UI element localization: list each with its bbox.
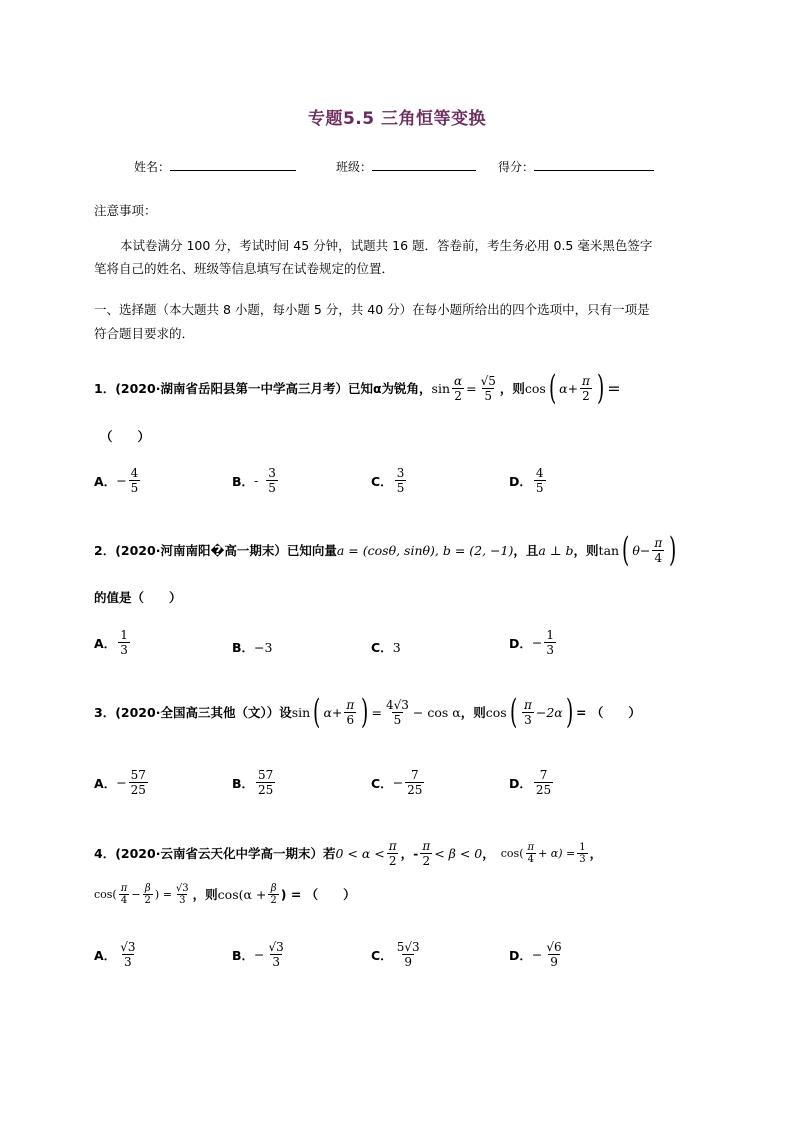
- q1-two: 2: [454, 388, 462, 403]
- q3-rparen2: ): [565, 692, 574, 732]
- q1-option-a-frac: [129, 466, 141, 495]
- q2-option-b[interactable]: [232, 638, 272, 656]
- q3-lparen: (: [313, 692, 321, 732]
- q1-five: 5: [484, 388, 493, 403]
- q1-eq1: =: [466, 380, 477, 396]
- q1-sqrt5: √5: [480, 373, 496, 388]
- q4-option-b-sign: −: [254, 947, 265, 962]
- section-line-1: 一、选择题（本大题共 8 小题，每小题 5 分，共 40 分）在每小题所给出的四个选项中，只有一项是: [94, 302, 650, 317]
- q4-option-c-frac: [395, 940, 422, 969]
- q2-suffix: 的值是（ ）: [94, 590, 182, 605]
- q1-option-c-den: 5: [396, 481, 405, 495]
- q4-l2-sqrt3: √3: [175, 882, 189, 894]
- q3-option-c-num: 7: [410, 768, 419, 782]
- q4-option-c-den: 9: [404, 955, 412, 969]
- q3-option-b-den: 25: [258, 783, 274, 797]
- q3-option-b-letter: B．: [232, 775, 255, 791]
- q2-option-a[interactable]: [94, 628, 132, 657]
- q1-option-a-letter: A．: [94, 473, 117, 489]
- q1-sin: sin: [431, 380, 451, 396]
- q2-theta: θ−: [632, 542, 651, 558]
- q3-option-a-letter: A．: [94, 775, 117, 791]
- q4-l2-pi4: π: [120, 882, 128, 894]
- q3-option-c-frac: [405, 768, 424, 797]
- q4-l2-two-b: 2: [270, 894, 277, 906]
- q4-l2-frac-pi4: [119, 883, 130, 906]
- q2-four: 4: [654, 550, 663, 565]
- q4-l2-close: ) =: [154, 887, 172, 901]
- q4-pi: π: [388, 838, 397, 853]
- q2-pi: π: [654, 535, 663, 550]
- q4-one: 1: [579, 841, 586, 853]
- q3-three: 3: [524, 712, 532, 727]
- q3-frac-4sqrt3: [384, 698, 411, 727]
- q3-option-c-sign: −: [392, 775, 404, 790]
- notes-heading: 注意事项：: [94, 203, 157, 218]
- q2-and: ，且: [513, 543, 539, 558]
- q3-option-c[interactable]: [371, 768, 426, 797]
- class-blank: [372, 158, 476, 171]
- class-field: [336, 158, 476, 175]
- q4-l2-three: 3: [179, 894, 186, 906]
- q2-lparen: (: [622, 530, 630, 570]
- q4-l2-frac-sqrt3: [174, 883, 191, 906]
- q1-option-d-letter: D．: [509, 473, 532, 489]
- q2-prefix: 2．(2020·河南南阳�高一期末）已知向量: [94, 543, 337, 558]
- q2-then: ，则: [573, 543, 599, 558]
- q4-option-b-den: 3: [272, 955, 280, 969]
- q1-option-b-letter: B．: [232, 473, 255, 489]
- q3-num: 4√3: [386, 697, 409, 712]
- q4-option-d[interactable]: [509, 940, 566, 969]
- q2-option-c[interactable]: [371, 638, 401, 656]
- q4-option-a-frac: [118, 940, 137, 969]
- q3-minus-cos: − cos α: [412, 704, 461, 720]
- q1-option-a-den: 5: [130, 481, 139, 495]
- q4-l2-two: 2: [144, 894, 151, 906]
- q4-cond2: < β < 0: [434, 845, 483, 861]
- q4-option-b[interactable]: [232, 940, 288, 969]
- q3-alpha: α+: [323, 704, 343, 720]
- q4-cos1: cos(: [500, 846, 524, 860]
- q4-comma: ，-: [400, 846, 419, 861]
- q2-option-d-sign: −: [531, 635, 543, 650]
- q2-option-b-value: −3: [254, 640, 273, 655]
- q4-option-a-den: 3: [124, 955, 132, 969]
- q3-eq: =: [371, 704, 382, 720]
- q3-minus2a: −2α: [535, 704, 563, 720]
- notes-line-1: 本试卷满分 100 分，考试时间 45 分钟，试题共 16 题．答卷前，考生务必用 0.5 毫米黑色签字: [120, 238, 653, 253]
- q2-option-d-num: 1: [546, 628, 555, 642]
- q4-option-b-frac: [267, 940, 286, 969]
- page-title: 专题5.5 三角恒等变换: [307, 109, 487, 129]
- q4-option-d-den: 9: [550, 955, 558, 969]
- q2-option-d[interactable]: [509, 628, 558, 657]
- q1-answer-paren: （ ）: [100, 429, 151, 444]
- score-field: [498, 158, 654, 175]
- q4-plus-a: + α) =: [538, 846, 576, 860]
- q3-pi2: π: [523, 697, 532, 712]
- q2-rparen: ): [669, 530, 677, 570]
- q1-option-b-den: 5: [268, 481, 276, 495]
- q3-den: 5: [393, 712, 402, 727]
- q3-prefix: 3．(2020·全国高三其他（文））设: [94, 705, 292, 720]
- q4-l2-minus: −: [131, 887, 141, 901]
- q3-option-a-num: 57: [130, 768, 146, 782]
- q1-frac-sqrt5: [479, 374, 498, 403]
- q1-cos: cos: [524, 380, 546, 396]
- q1-option-d-num: 4: [535, 466, 544, 480]
- q1-alpha-plus: α+: [559, 380, 579, 396]
- name-field: [134, 158, 296, 175]
- q3-option-b-num: 57: [258, 768, 274, 782]
- q4-l2-ask-close: ) = （ ）: [280, 887, 356, 902]
- q4-two: 2: [388, 853, 397, 868]
- q2-option-c-value: 3: [392, 640, 401, 655]
- q4-option-c-num: 5√3: [396, 940, 420, 954]
- q2-tan: tan: [598, 542, 620, 558]
- q4-option-a-letter: A．: [94, 947, 117, 963]
- q2-option-c-letter: C．: [371, 640, 393, 655]
- q3-eq2: = （ ）: [576, 705, 641, 720]
- q3-option-a-frac: [129, 768, 148, 797]
- q4-l2-beta: β: [144, 882, 151, 894]
- q3-option-a-den: 25: [130, 783, 146, 797]
- q2-option-d-frac: [544, 628, 556, 657]
- q3-option-c-letter: C．: [371, 775, 393, 791]
- class-label: 班级：: [336, 160, 373, 174]
- q3-option-d-den: 25: [535, 783, 552, 797]
- q1-option-d[interactable]: [509, 466, 548, 495]
- q1-frac-pi2: [580, 374, 592, 403]
- q1-two2: 2: [582, 388, 590, 403]
- q4-prefix: 4．(2020·云南省云天化中学高一期末）若: [94, 846, 336, 861]
- q3-sin: sin: [291, 704, 311, 720]
- q4-option-d-sign: −: [531, 947, 543, 962]
- q1-option-c-letter: C．: [371, 473, 393, 489]
- score-blank: [534, 158, 654, 171]
- q1-alpha: α: [454, 373, 463, 388]
- q4-option-d-num: √6: [546, 940, 562, 954]
- q1-option-c-num: 3: [396, 466, 405, 480]
- q3-option-d[interactable]: [509, 768, 555, 797]
- q4-l2-frac-beta2b: [268, 883, 278, 906]
- q2-perp: a ⊥ b: [538, 542, 574, 558]
- name-label: 姓名：: [134, 160, 171, 174]
- q1-then: ，则: [499, 381, 525, 396]
- q1-option-d-den: 5: [535, 481, 544, 495]
- question-4: [94, 834, 602, 872]
- q3-option-d-letter: D．: [509, 775, 532, 791]
- q4-option-a-num: √3: [120, 940, 136, 954]
- q4-l2-frac-beta2: [143, 883, 153, 906]
- q4-l2-beta-b: β: [270, 882, 277, 894]
- q3-lparen2: (: [509, 692, 517, 732]
- score-label: 得分：: [498, 160, 535, 174]
- q4-pi-b: π: [422, 838, 431, 853]
- question-2: [94, 528, 680, 572]
- q2-option-a-num: 1: [120, 628, 128, 642]
- name-blank: [170, 158, 296, 171]
- q4-option-b-letter: B．: [232, 947, 255, 963]
- q4-frac-1-3: [577, 842, 587, 865]
- q1-option-c-frac: [395, 466, 407, 495]
- q2-frac-pi4: [652, 536, 664, 565]
- section-line-2: 符合题目要求的．: [94, 326, 195, 341]
- q4-option-c[interactable]: [371, 940, 424, 969]
- q4-four: 4: [527, 853, 534, 865]
- q2-option-a-letter: A．: [94, 635, 117, 651]
- q1-option-b-num: 3: [268, 466, 276, 480]
- q1-option-b-frac: [266, 466, 278, 495]
- q1-option-d-frac: [534, 466, 546, 495]
- q4-l2-then: ，则: [192, 887, 218, 902]
- question-1: [94, 366, 621, 410]
- q4-frac-pi2: [387, 839, 399, 868]
- q4-option-c-letter: C．: [371, 947, 393, 963]
- q3-six: 6: [346, 712, 355, 727]
- q4-three: 3: [579, 853, 586, 865]
- q3-option-b-frac: [256, 768, 275, 797]
- question-3: [94, 690, 641, 734]
- q4-comma3: ，: [589, 846, 603, 861]
- q2-option-a-frac: [118, 628, 130, 657]
- q3-option-b[interactable]: [232, 768, 277, 797]
- q4-option-d-letter: D．: [509, 947, 532, 963]
- q3-pi: π: [346, 697, 355, 712]
- notes-line-2: 笔将自己的姓名、班级等信息填写在试卷规定的位置．: [94, 261, 395, 276]
- q1-option-b-sign: -: [254, 473, 259, 488]
- q1-option-a-num: 4: [130, 466, 139, 480]
- q4-option-d-frac: [544, 940, 563, 969]
- q4-l2-ask: cos(α +: [217, 886, 267, 902]
- q3-then: ，则: [460, 705, 486, 720]
- q1-option-a[interactable]: [94, 466, 142, 495]
- q1-rparen: ): [596, 368, 605, 408]
- q2-option-d-letter: D．: [509, 635, 532, 651]
- q4-frac-pi2b: [420, 839, 432, 868]
- q3-option-c-den: 25: [407, 783, 423, 797]
- q1-pi: π: [582, 373, 590, 388]
- q4-l2-four: 4: [120, 894, 128, 906]
- q1-prefix: 1．(2020·湖南省岳阳县第一中学高三月考）已知α为锐角，: [94, 381, 432, 396]
- q2-vectors: a = (cosθ, sinθ), b = (2, −1): [336, 542, 514, 558]
- q4-two-b: 2: [422, 853, 431, 868]
- q3-option-d-frac: [534, 768, 553, 797]
- question-4-line-2: [94, 876, 356, 912]
- q4-option-b-num: √3: [268, 940, 284, 954]
- q3-option-a-sign: −: [116, 775, 127, 790]
- q3-cos: cos: [485, 704, 507, 720]
- q1-option-a-sign: −: [116, 473, 127, 488]
- q1-option-c[interactable]: [371, 466, 408, 495]
- q4-cond1: 0 < α <: [335, 845, 385, 861]
- q4-l2-cos: cos(: [94, 887, 117, 901]
- q2-option-a-den: 3: [120, 643, 128, 657]
- q3-option-a[interactable]: [94, 768, 150, 797]
- q4-frac-pi4: [526, 842, 537, 865]
- q2-option-b-letter: B．: [232, 640, 255, 655]
- q3-frac-pi6: [344, 698, 356, 727]
- q3-frac-pi3: [522, 698, 534, 727]
- q4-option-a[interactable]: [94, 940, 139, 969]
- q4-pi4: π: [527, 841, 535, 853]
- q3-option-d-num: 7: [539, 768, 548, 782]
- q2-option-d-den: 3: [546, 643, 555, 657]
- q1-frac-alpha: [452, 374, 464, 403]
- q1-lparen: (: [548, 368, 557, 408]
- q1-eq2: =: [607, 378, 621, 398]
- q4-comma2: ，: [482, 846, 495, 861]
- q3-rparen: ): [361, 692, 369, 732]
- q1-option-b[interactable]: [232, 466, 280, 495]
